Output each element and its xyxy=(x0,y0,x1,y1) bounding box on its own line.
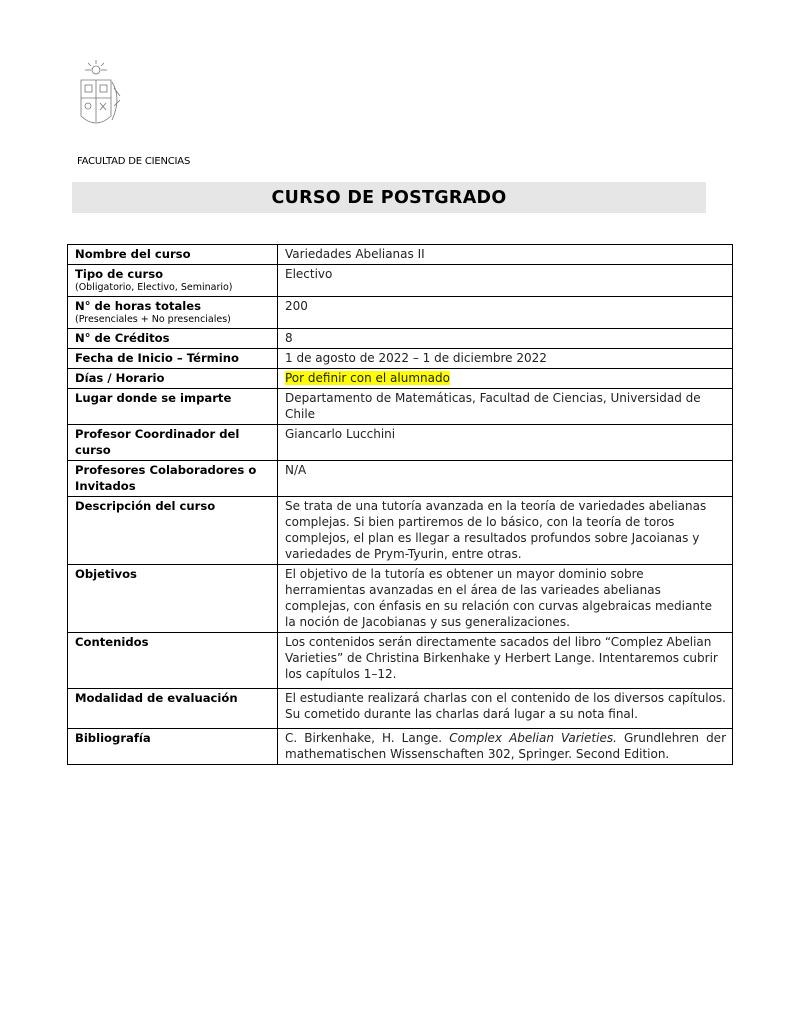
table-row-objetivos xyxy=(68,565,733,633)
row-value: 1 de agosto de 2022 – 1 de diciembre 2022 xyxy=(278,349,733,369)
table-row-evaluacion xyxy=(68,689,733,729)
row-label: Descripción del curso xyxy=(68,497,278,565)
table-row-colaboradores xyxy=(68,461,733,497)
table-row-coordinador xyxy=(68,425,733,461)
row-value-cell xyxy=(278,369,733,389)
title-banner xyxy=(72,182,706,213)
row-label: Lugar donde se imparte xyxy=(68,389,278,425)
row-label: Modalidad de evaluación xyxy=(68,689,278,729)
table-row-descripcion xyxy=(68,497,733,565)
highlighted-value: Por definir con el alumnado xyxy=(285,371,450,385)
row-label: Bibliografía xyxy=(68,729,278,765)
row-sublabel: (Obligatorio, Electivo, Seminario) xyxy=(75,282,233,293)
row-label-cell xyxy=(68,297,278,329)
row-value: N/A xyxy=(278,461,733,497)
biblio-authors: C. Birkenhake, H. Lange. xyxy=(285,731,450,745)
table-row-tipo xyxy=(68,265,733,297)
row-label: Contenidos xyxy=(68,633,278,689)
university-seal-icon xyxy=(78,58,130,136)
page-title: CURSO DE POSTGRADO xyxy=(271,187,507,208)
row-value: El objetivo de la tutoría es obtener un mayor dominio sobre herramientas avanzadas en el área de las varieades abelianas complejas, con énfasis en su relación con curvas algebraicas mediante la noción de Jacobianas y sus generalizaciones. xyxy=(278,565,733,633)
biblio-details: Grundlehren der mathematischen Wissenschaften 302, Springer. Second Edition. xyxy=(285,731,727,761)
faculty-name: FACULTAD DE CIENCIAS xyxy=(77,156,191,167)
row-label: Fecha de Inicio – Término xyxy=(68,349,278,369)
row-value: Los contenidos serán directamente sacados del libro “Complez Abelian Varieties” de Christina Birkenhake y Herbert Lange. Intentaremos cubrir los capítulos 1–12. xyxy=(278,633,733,689)
row-label: N° de horas totales xyxy=(75,299,202,313)
row-value: Variedades Abelianas II xyxy=(278,245,733,265)
table-row-horas xyxy=(68,297,733,329)
row-value-cell xyxy=(278,729,733,765)
row-label: Días / Horario xyxy=(68,369,278,389)
row-value: Se trata de una tutoría avanzada en la teoría de variedades abelianas complejas. Si bien partiremos de lo básico, con la teoría de toros complejos, el plan es llegar a resultados profundos sobre Jacoianas y variedades de Prym-Tyurin, entre otras. xyxy=(278,497,733,565)
table-row-nombre xyxy=(68,245,733,265)
row-label: N° de Créditos xyxy=(68,329,278,349)
row-value: Giancarlo Lucchini xyxy=(278,425,733,461)
row-value: Electivo xyxy=(278,265,733,297)
table-row-contenidos xyxy=(68,633,733,689)
table-row-creditos xyxy=(68,329,733,349)
row-label: Nombre del curso xyxy=(68,245,278,265)
row-value: 8 xyxy=(278,329,733,349)
table-row-fecha xyxy=(68,349,733,369)
row-value: 200 xyxy=(278,297,733,329)
row-value: Departamento de Matemáticas, Facultad de Ciencias, Universidad de Chile xyxy=(278,389,733,425)
table-row-horario xyxy=(68,369,733,389)
row-label: Profesores Colaboradores o Invitados xyxy=(68,461,278,497)
row-label-cell xyxy=(68,265,278,297)
row-value: El estudiante realizará charlas con el contenido de los diversos capítulos. Su cometido durante las charlas dará lugar a su nota final. xyxy=(278,689,733,729)
table-row-bibliografia xyxy=(68,729,733,765)
biblio-book-title: Complex Abelian Varieties. xyxy=(449,731,617,745)
table-row-lugar xyxy=(68,389,733,425)
row-label: Profesor Coordinador del curso xyxy=(68,425,278,461)
row-label: Objetivos xyxy=(68,565,278,633)
row-label: Tipo de curso xyxy=(75,267,164,281)
row-sublabel: (Presenciales + No presenciales) xyxy=(75,314,231,325)
course-info-table xyxy=(67,244,733,765)
